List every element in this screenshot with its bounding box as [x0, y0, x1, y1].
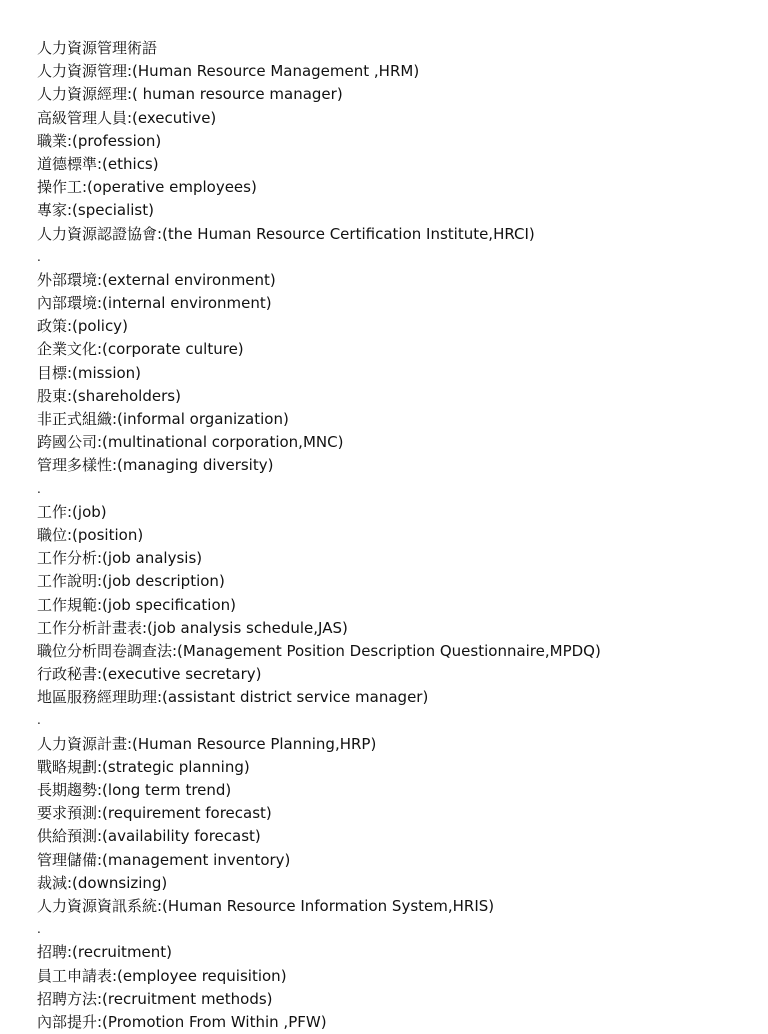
term-line: 戰略規劃:(strategic planning): [37, 757, 250, 776]
term-line: 人力資源計畫:(Human Resource Planning,HRP): [37, 734, 377, 753]
term-line: 長期趨勢:(long term trend): [37, 781, 232, 799]
term-line: 管理儲備:(management inventory): [37, 850, 291, 869]
term-line: 操作工:(operative employees): [37, 178, 257, 197]
term-line: 職位分析問卷調查法:(Management Position Description Questionnaire,MPDQ): [37, 641, 601, 660]
document-title: 人力資源管理術語: [37, 39, 158, 57]
term-line: 招聘方法:(recruitment methods): [37, 989, 273, 1008]
term-line: 行政秘書:(executive secretary): [37, 665, 262, 684]
term-line: 職位:(position): [37, 525, 144, 544]
term-line: 高級管理人員:(executive): [37, 108, 217, 127]
term-line: 人力資源經理:( human resource manager): [37, 85, 343, 104]
term-line: 內部提升:(Promotion From Within ,PFW): [37, 1012, 327, 1031]
term-line: 目標:(mission): [37, 363, 142, 382]
term-line: 人力資源管理:(Human Resource Management ,HRM): [37, 62, 420, 81]
term-line: 工作:(job): [37, 502, 107, 521]
term-line: 政策:(policy): [37, 317, 128, 336]
term-line: 要求預測:(requirement forecast): [37, 804, 272, 823]
section-separator: .: [37, 922, 41, 937]
term-line: 管理多樣性:(managing diversity): [37, 456, 274, 475]
term-line: 工作分析:(job analysis): [37, 549, 203, 568]
term-line: 招聘:(recruitment): [37, 943, 173, 962]
term-line: 道德標準:(ethics): [37, 154, 159, 173]
term-line: 人力資源資訊系統:(Human Resource Information System,HRIS): [37, 896, 495, 915]
term-line: 專家:(specialist): [37, 201, 154, 220]
term-line: 地區服務經理助理:(assistant district service manager): [37, 688, 429, 707]
term-line: 裁減:(downsizing): [37, 873, 168, 892]
term-line: 人力資源認證協會:(the Human Resource Certification Institute,HRCI): [37, 224, 535, 243]
term-line: 工作說明:(job description): [37, 572, 225, 591]
section-separator: .: [37, 481, 41, 496]
section-separator: .: [37, 249, 41, 264]
term-line: 工作規範:(job specification): [37, 595, 236, 614]
term-line: 職業:(profession): [37, 131, 162, 150]
term-line: 外部環境:(external environment): [37, 270, 276, 289]
term-line: 股東:(shareholders): [37, 386, 181, 405]
term-line: 供給預測:(availability forecast): [37, 827, 261, 846]
section-separator: .: [37, 713, 41, 728]
term-line: 非正式組織:(informal organization): [37, 410, 289, 428]
document-page: [37, 37, 768, 1034]
term-line: 工作分析計畫表:(job analysis schedule,JAS): [37, 618, 348, 637]
term-line: 跨國公司:(multinational corporation,MNC): [37, 433, 344, 452]
term-line: 企業文化:(corporate culture): [37, 340, 244, 359]
term-line: 員工申請表:(employee requisition): [37, 966, 287, 985]
term-line: 內部環境:(internal environment): [37, 294, 272, 313]
